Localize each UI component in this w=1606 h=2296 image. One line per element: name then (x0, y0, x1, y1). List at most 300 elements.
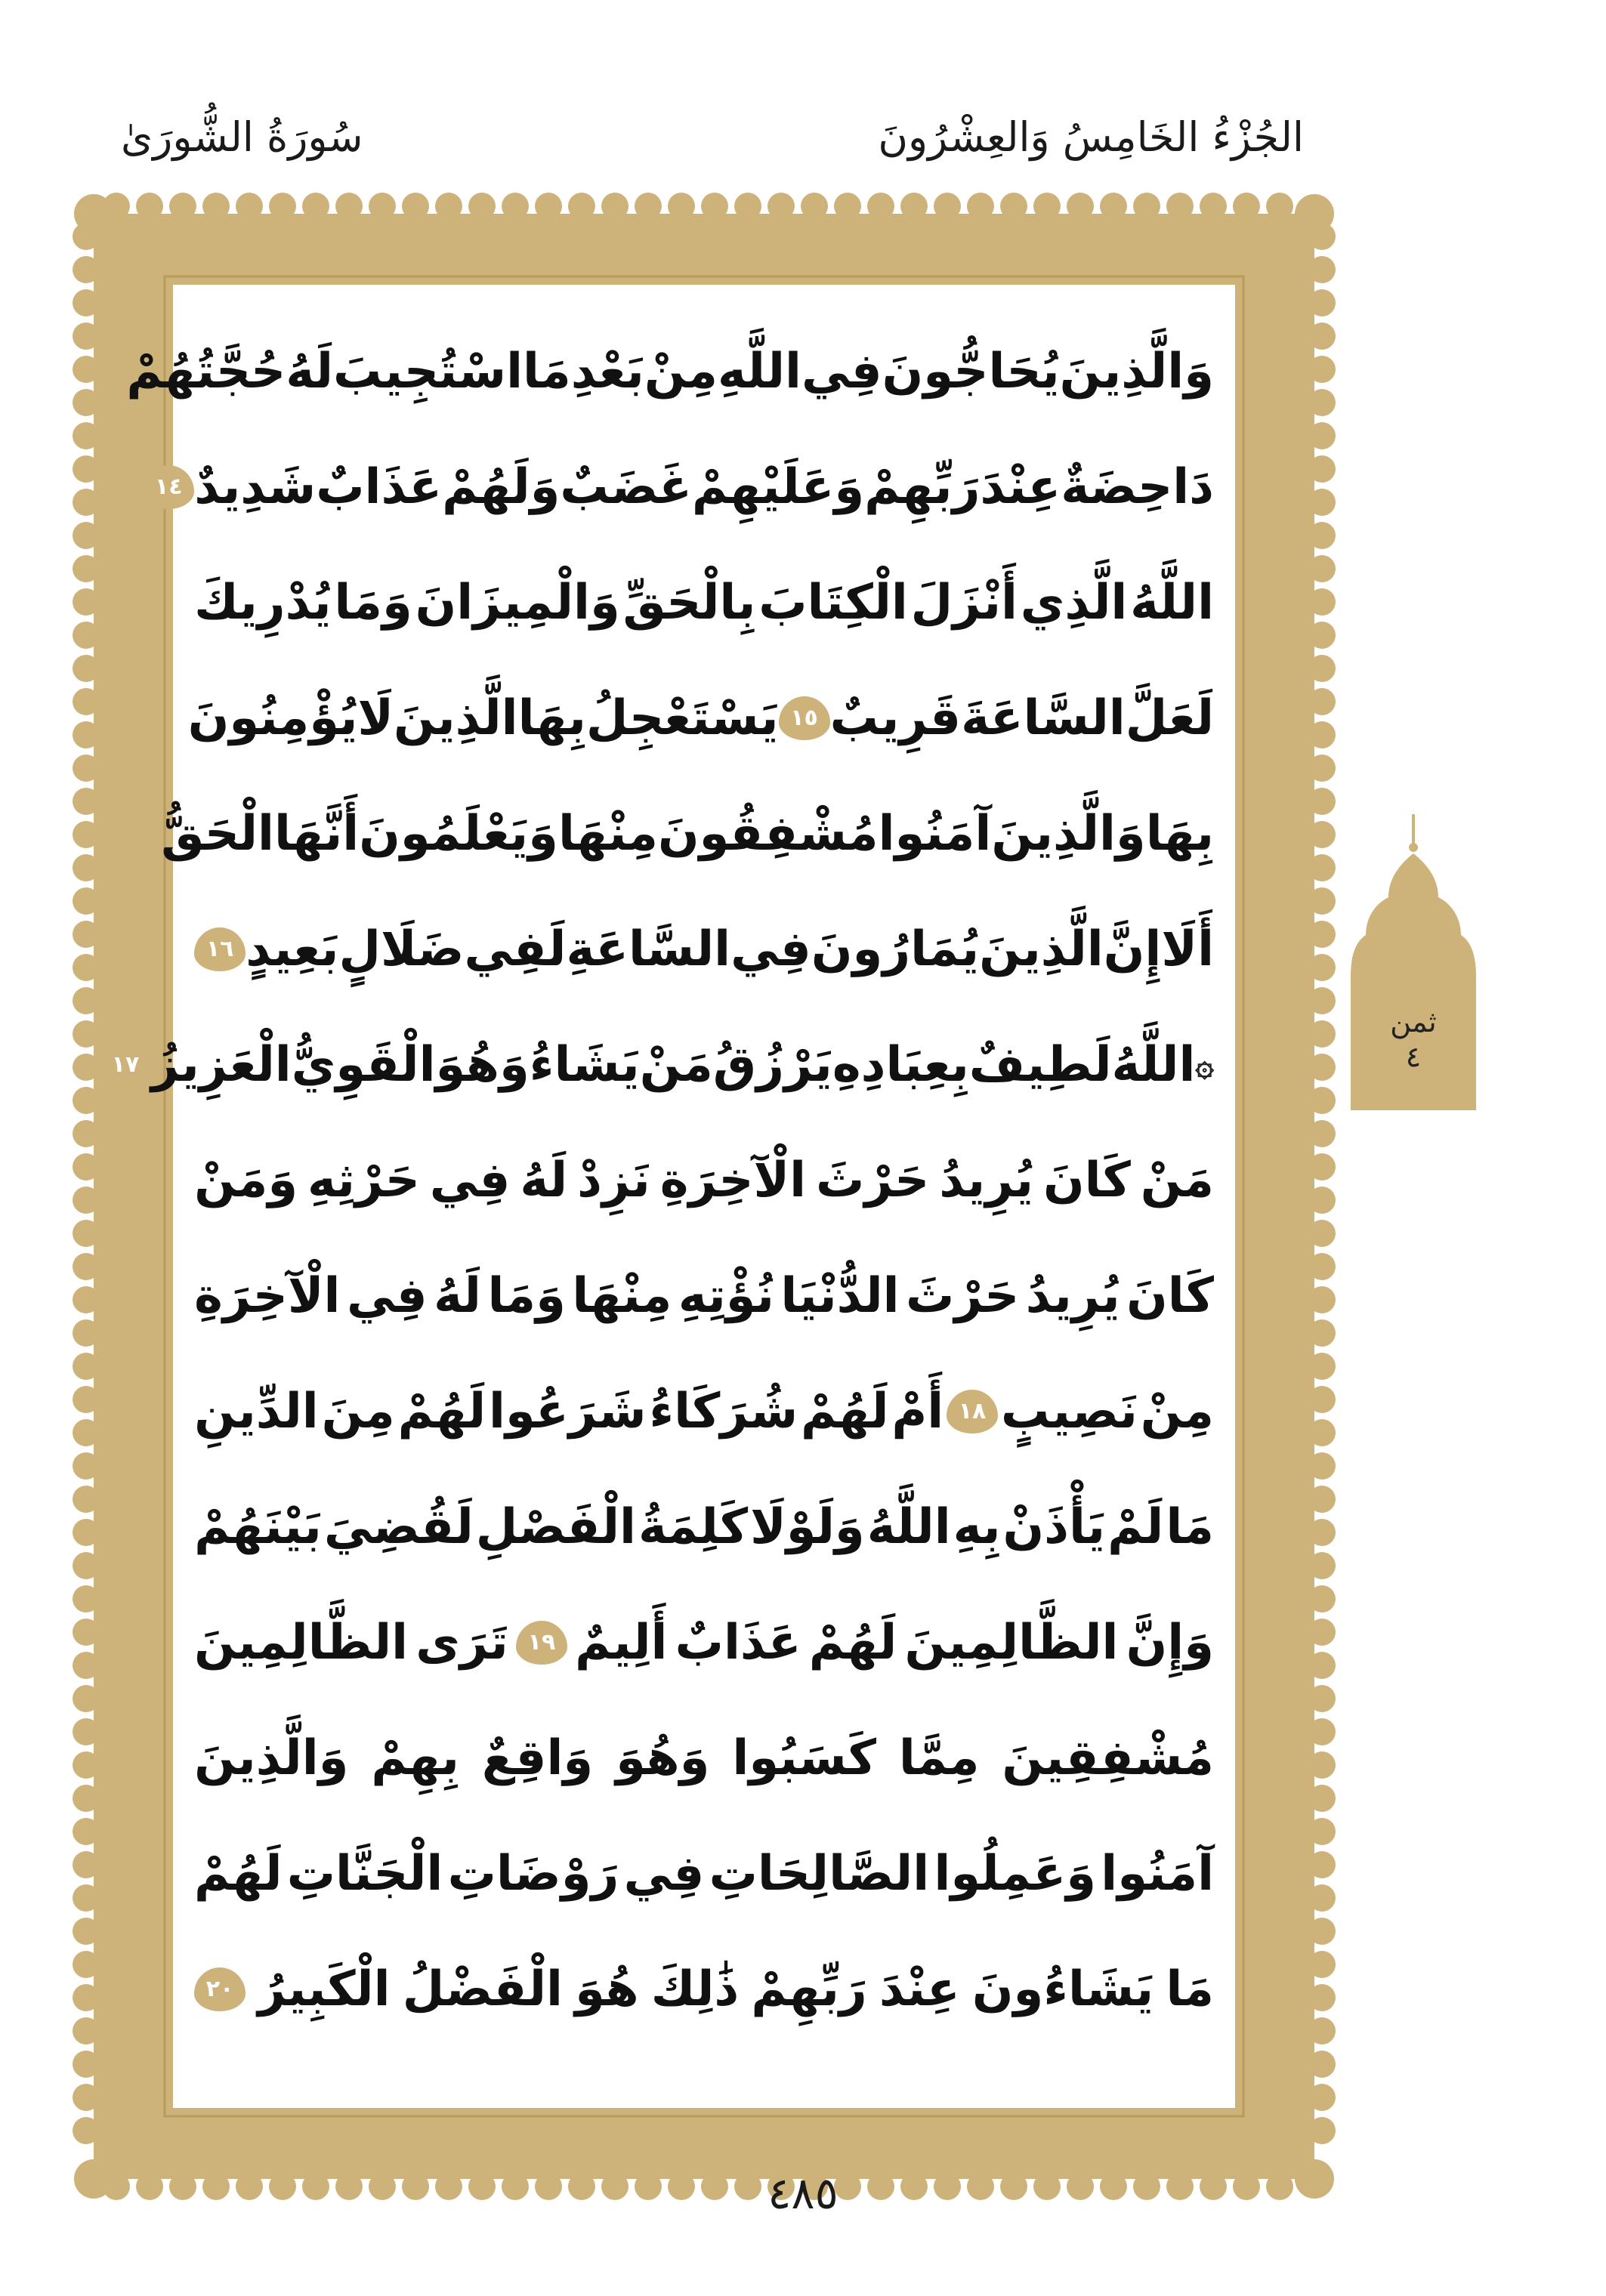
frame-scallop (1308, 1452, 1336, 1480)
verse-word: الْجَنَّاتِ (286, 1845, 443, 1902)
verse-word: مِمَّا (898, 1730, 980, 1786)
verse-word: بِعِبَادِهِ (832, 1036, 969, 1093)
frame-scallop (1308, 489, 1336, 516)
verse-line (194, 1122, 1214, 1238)
verse-word: الدُّنْيَا (780, 1267, 900, 1324)
frame-scallop (73, 555, 100, 582)
frame-scallop (73, 1984, 100, 2011)
frame-scallop (1000, 193, 1027, 220)
verse-word: الدِّينِ (194, 1383, 319, 1440)
verse-word: كَانَ (1042, 1152, 1131, 1208)
verse-line (194, 1353, 1214, 1469)
verse-word: الَّذِينَ (979, 921, 1104, 977)
verse-word: اللَّهُ (1130, 574, 1214, 631)
verse-word: مَا (1166, 1498, 1214, 1555)
frame-scallop (1266, 193, 1293, 220)
frame-scallop (834, 193, 861, 220)
frame-scallop (1308, 821, 1336, 848)
frame-scallop (1308, 1286, 1336, 1313)
frame-scallop (1308, 1918, 1336, 1945)
frame-scallop (1308, 2117, 1336, 2144)
verse-word: الْآخِرَةِ (659, 1152, 807, 1208)
frame-scallop (73, 356, 100, 383)
frame-scallop (1233, 193, 1260, 220)
verse-word: يَرْزُقُ (712, 1036, 832, 1093)
verse-word: وَهُوَ (616, 1730, 710, 1786)
frame-scallop (73, 1951, 100, 1978)
verse-word: ذَٰلِكَ (650, 1961, 740, 2017)
verse-word: الْكَبِيرُ (258, 1961, 391, 2017)
ayah-number-marker: ١٨ (947, 1390, 998, 1433)
verse-word: بِالْحَقِّ (622, 574, 756, 631)
verse-word: وَالَّذِينَ (194, 1730, 349, 1786)
frame-scallop (1308, 1585, 1336, 1612)
verse-word: لَطِيفٌ (968, 1036, 1112, 1093)
verse-word: مُشْفِقُونَ (657, 805, 879, 862)
frame-scallop (1308, 1685, 1336, 1712)
frame-scallop (1308, 622, 1336, 649)
frame-scallop (73, 289, 100, 316)
ayah-number-marker: ١٧ (100, 1043, 151, 1087)
verse-word: وَعَمِلُوا (934, 1845, 1096, 1902)
frame-scallop (1308, 289, 1336, 316)
frame-scallop (801, 193, 828, 220)
verse-word: آمَنُوا (1101, 1845, 1214, 1902)
frame-scallop (73, 588, 100, 616)
frame-scallop (73, 721, 100, 748)
frame-scallop (73, 755, 100, 782)
verse-word: لَهُمْ (808, 1614, 897, 1671)
verse-word: لَمْ (1107, 1498, 1164, 1555)
frame-scallop (73, 788, 100, 815)
frame-scallop (1308, 356, 1336, 383)
frame-scallop (601, 193, 629, 220)
verse-line (161, 776, 1214, 891)
ayah-number-marker: ١٥ (779, 696, 830, 740)
frame-scallop (73, 1652, 100, 1679)
frame-scallop (1308, 954, 1336, 981)
verse-word: عِنْدَ (879, 1961, 960, 2017)
frame-scallop (73, 1020, 100, 1048)
frame-scallop (1308, 2017, 1336, 2044)
verse-word: يُرِيدُ (939, 1152, 1034, 1208)
verse-word: لَهُ (434, 1267, 481, 1324)
verse-word: كَسَبُوا (732, 1730, 876, 1786)
frame-scallop (73, 1452, 100, 1480)
verse-word: وَمَا (334, 574, 412, 631)
verse-word: فِي (346, 1267, 428, 1324)
verse-word: الْحَقُّ (161, 805, 274, 862)
frame-scallop (1308, 422, 1336, 449)
frame-scallop (73, 1253, 100, 1280)
verse-line (154, 429, 1214, 545)
frame-scallop (73, 2084, 100, 2111)
frame-scallop (635, 193, 662, 220)
verse-word: فِي (801, 343, 882, 400)
verse-word: وَالَّذِينَ (1059, 343, 1214, 400)
frame-scallop (1308, 1519, 1336, 1546)
frame-scallop (73, 422, 100, 449)
frame-scallop (1308, 1851, 1336, 1878)
frame-scallop (402, 193, 429, 220)
thumn-label (1351, 1004, 1476, 1074)
verse-word: لَهُمْ (801, 1383, 889, 1440)
verse-word: بِهِ (953, 1498, 1001, 1555)
frame-scallop (535, 193, 562, 220)
verse-word: الظَّالِمِينَ (904, 1614, 1119, 1671)
ayah-number-marker: ١٦ (194, 927, 246, 971)
verse-word: آمَنُوا (878, 805, 992, 862)
verse-word: بَعِيدٍ (246, 921, 339, 977)
verse-word: مِنْهَا (572, 1267, 672, 1324)
frame-scallop (1308, 1120, 1336, 1147)
frame-scallop (934, 193, 961, 220)
frame-scallop (136, 193, 163, 220)
verse-word: وَالَّذِينَ (991, 805, 1146, 862)
verse-word: يُمَارُونَ (811, 921, 980, 977)
frame-scallop (1033, 193, 1061, 220)
frame-scallop (1308, 1319, 1336, 1347)
frame-scallop (73, 1386, 100, 1413)
verse-word: حَرْثِهِ (307, 1152, 420, 1208)
frame-scallop (1308, 2084, 1336, 2111)
verse-line (194, 1700, 1214, 1816)
frame-scallop (302, 193, 329, 220)
frame-scallop (1308, 1652, 1336, 1679)
frame-scallop (73, 1187, 100, 1214)
verse-word: الظَّالِمِينَ (194, 1614, 409, 1671)
frame-scallop (1166, 193, 1194, 220)
verse-word: أَلَا (1161, 921, 1214, 977)
frame-scallop (73, 1319, 100, 1347)
frame-scallop (1308, 322, 1336, 350)
verse-word: شَرَعُوا (489, 1383, 647, 1440)
verse-line (194, 545, 1214, 660)
frame-scallop (73, 1087, 100, 1114)
ayah-number-marker: ١٩ (516, 1621, 567, 1665)
verse-word: وَمَا (487, 1267, 566, 1324)
frame-scallop (73, 1718, 100, 1745)
verse-word: وَهُوَ (435, 1036, 530, 1093)
verse-word: وَاقِعٌ (481, 1730, 594, 1786)
frame-scallop (1308, 1220, 1336, 1247)
frame-scallop (1308, 1785, 1336, 1812)
frame-scallop (73, 1153, 100, 1180)
verse-word: يُدْرِيكَ (194, 574, 332, 631)
verse-word: فِي (730, 921, 811, 977)
verse-word: يُؤْمِنُونَ (187, 690, 358, 746)
verse-word: لَفِي (464, 921, 567, 977)
frame-scallop (73, 1685, 100, 1712)
verse-word: إِنَّ (1103, 921, 1162, 977)
verse-word: الصَّالِحَاتِ (709, 1845, 930, 1902)
frame-scallop (734, 193, 761, 220)
verse-word: أَنْزَلَ (910, 574, 1018, 631)
verse-word: الَّذِي (1020, 574, 1128, 631)
frame-scallop (967, 193, 994, 220)
verse-word: اسْتُجِيبَ (333, 343, 523, 400)
verse-word: عِنْدَ (980, 458, 1061, 515)
verse-word: نُؤْتِهِ (678, 1267, 774, 1324)
frame-scallop (1308, 887, 1336, 915)
mushaf-text-panel (111, 285, 1235, 2108)
verse-word: اللَّهُ (1111, 1036, 1196, 1093)
verse-word: أَلِيمٌ (575, 1614, 668, 1671)
frame-scallop (1133, 193, 1160, 220)
frame-scallop (73, 1818, 100, 1845)
frame-scallop (73, 1884, 100, 1912)
verse-word: قَرِيبٌ (829, 690, 962, 746)
verse-word: مَنْ (1140, 1152, 1214, 1208)
frame-scallop (867, 193, 894, 220)
frame-scallop (73, 1918, 100, 1945)
verse-word: تَرَى (415, 1614, 508, 1671)
verse-word: مَا (523, 343, 571, 400)
verse-word: رَوْضَاتِ (447, 1845, 619, 1902)
frame-scallop (1308, 256, 1336, 283)
frame-scallop (900, 193, 928, 220)
ayah-number-marker: ٢٠ (194, 1967, 246, 2011)
frame-scallop (1308, 1020, 1336, 1048)
thumn-number: ٤ (1405, 1040, 1422, 1073)
verse-line (194, 891, 1214, 1007)
verse-word: الْكِتَابَ (758, 574, 908, 631)
juz-title: الجُزْءُ الخَامِسُ وَالعِشْرُونَ (878, 113, 1304, 161)
verse-line (194, 1816, 1214, 1931)
frame-scallop (1308, 522, 1336, 549)
verse-word: فِي (623, 1845, 705, 1902)
verse-word: لَهُ (286, 343, 334, 400)
ayah-number-marker: ١٤ (143, 465, 194, 509)
frame-scallop (73, 987, 100, 1014)
frame-scallop (1308, 588, 1336, 616)
frame-scallop (1308, 555, 1336, 582)
frame-scallop (1308, 721, 1336, 748)
verse-word: بَعْدِ (570, 343, 644, 400)
verse-word: الْفَضْلُ (402, 1961, 563, 2017)
frame-scallop (1308, 1187, 1336, 1214)
frame-scallop (1308, 921, 1336, 948)
frame-scallop (73, 1519, 100, 1546)
verse-word: الْآخِرَةِ (194, 1267, 341, 1324)
page-number: ٤٨٥ (767, 2168, 839, 2219)
verse-word: وَإِنَّ (1126, 1614, 1214, 1671)
verse-word: حَرْثَ (906, 1267, 1020, 1324)
frame-scallop (1308, 1751, 1336, 1779)
verse-word: الَّذِينَ (394, 690, 518, 746)
verse-word: لَهُمْ (194, 1845, 283, 1902)
verse-word: بَيْنَهُمْ (194, 1498, 322, 1555)
verse-line (187, 660, 1214, 776)
frame-scallop (468, 193, 496, 220)
frame-scallop (1308, 755, 1336, 782)
verse-word: لَهُ (520, 1152, 568, 1208)
verse-word: مِنْ (644, 343, 718, 400)
frame-scallop (1308, 1619, 1336, 1646)
frame-scallop (1308, 1951, 1336, 1978)
frame-scallop (502, 193, 529, 220)
verse-word: كَانَ (1126, 1267, 1214, 1324)
verse-word: رَبِّهِمْ (751, 1961, 867, 2017)
frame-scallop (1308, 1486, 1336, 1513)
verse-word: يَشَاءُ (529, 1036, 640, 1093)
verse-word: يَأْذَنْ (1002, 1498, 1106, 1555)
verse-word: شَدِيدٌ (194, 458, 317, 515)
verse-word: مِنَ (321, 1383, 395, 1440)
verse-word: مَا (1166, 1961, 1214, 2017)
frame-scallop (73, 256, 100, 283)
verse-word: بِهِمْ (371, 1730, 459, 1786)
verse-word: السَّاعَةِ (566, 921, 731, 977)
frame-scallop (73, 1486, 100, 1513)
frame-scallop (701, 193, 728, 220)
frame-scallop (1308, 2051, 1336, 2078)
verse-word: مَنْ (639, 1036, 713, 1093)
frame-scallop (435, 193, 462, 220)
frame-scallop (73, 489, 100, 516)
frame-scallop (73, 522, 100, 549)
verse-word: الْعَزِيزُ (150, 1036, 292, 1093)
verse-word: السَّاعَةَ (961, 690, 1126, 746)
frame-scallop (73, 1785, 100, 1812)
verse-line (126, 313, 1214, 429)
verse-word: أَمْ (891, 1383, 944, 1440)
frame-scallop (73, 2117, 100, 2144)
verse-line (111, 1007, 1214, 1122)
frame-scallop (236, 193, 263, 220)
verse-word: وَيَعْلَمُونَ (359, 805, 558, 862)
frame-scallop (568, 193, 595, 220)
frame-scallop (73, 688, 100, 715)
verse-word: بِهَا (1145, 805, 1214, 862)
verse-word: نَزِدْ (577, 1152, 650, 1208)
verse-line (194, 1585, 1214, 1700)
verse-word: يُحَاجُّونَ (882, 343, 1060, 400)
frame-scallop (73, 1220, 100, 1247)
verse-word: الْقَوِيُّ (291, 1036, 436, 1093)
frame-scallop (1308, 1818, 1336, 1845)
frame-scallop (1308, 1087, 1336, 1114)
frame-scallop (1308, 688, 1336, 715)
frame-scallop (767, 193, 795, 220)
surah-title: سُورَةُ الشُّورَىٰ (121, 113, 363, 161)
frame-scallop (1308, 1386, 1336, 1413)
frame-scallop (73, 1851, 100, 1878)
verse-word: مِنْ (1140, 1383, 1214, 1440)
verse-word: ضَلَالٍ (338, 921, 465, 977)
frame-scallop (1308, 1153, 1336, 1180)
verse-word: وَمَنْ (194, 1152, 298, 1208)
frame-scallop (73, 1353, 100, 1380)
verse-word: رَبِّهِمْ (864, 458, 981, 515)
frame-scallop (1308, 987, 1336, 1014)
frame-scallop (369, 193, 396, 220)
verse-line (194, 1469, 1214, 1585)
verse-word: وَالْمِيزَانَ (415, 574, 620, 631)
verse-word: اللَّهُ (866, 1498, 951, 1555)
verse-word: مِنْهَا (557, 805, 658, 862)
frame-scallop (73, 1054, 100, 1081)
frame-scallop (73, 622, 100, 649)
frame-scallop (73, 1552, 100, 1579)
verse-word: وَعَلَيْهِمْ (691, 458, 865, 515)
frame-scallop (1308, 1054, 1336, 1081)
frame-scallop (202, 193, 230, 220)
frame-scallop (1308, 788, 1336, 815)
frame-scallop (1308, 1984, 1336, 2011)
frame-scallop (335, 193, 363, 220)
frame-scallop (73, 887, 100, 915)
verse-word: بِهَا (517, 690, 586, 746)
frame-scallop (73, 954, 100, 981)
verse-word: لَهُمْ (397, 1383, 486, 1440)
verse-line (194, 1238, 1214, 1353)
verse-word: عَذَابٌ (675, 1614, 801, 1671)
verse-word: عَذَابٌ (316, 458, 443, 515)
verse-word: حَرْثَ (816, 1152, 930, 1208)
frame-scallop (269, 193, 296, 220)
frame-scallop (1308, 455, 1336, 483)
frame-scallop (73, 1419, 100, 1446)
verse-word: شُرَكَاءُ (649, 1383, 798, 1440)
frame-scallop (668, 193, 695, 220)
verse-word: يَسْتَعْجِلُ (585, 690, 779, 746)
frame-scallop (73, 1751, 100, 1779)
verse-word: وَلَوْلَا (750, 1498, 865, 1555)
frame-scallop (1308, 1253, 1336, 1280)
frame-scallop (1308, 655, 1336, 682)
verse-word: يُرِيدُ (1025, 1267, 1120, 1324)
verse-word: يَشَاءُونَ (971, 1961, 1154, 2017)
frame-scallop (1308, 1353, 1336, 1380)
frame-scallop (1067, 193, 1094, 220)
verse-line (194, 1931, 1214, 2047)
frame-scallop (1308, 1884, 1336, 1912)
frame-scallop (1200, 193, 1227, 220)
frame-scallop (73, 1585, 100, 1612)
verse-word: غَضَبٌ (560, 458, 692, 515)
verse-word: فِي (429, 1152, 511, 1208)
verse-word: نَصِيبٍ (1000, 1383, 1138, 1440)
verse-word: لَقُضِيَ (323, 1498, 474, 1555)
frame-scallop (1308, 854, 1336, 881)
verse-word: دَاحِضَةٌ (1061, 458, 1214, 515)
frame-scallop (73, 389, 100, 416)
verse-word: هُوَ (575, 1961, 639, 2017)
frame-scallop (1308, 1419, 1336, 1446)
frame-scallop (73, 322, 100, 350)
frame-scallop (73, 1286, 100, 1313)
frame-scallop (1100, 193, 1127, 220)
verse-word: أَنَّهَا (273, 805, 360, 862)
frame-scallop (73, 921, 100, 948)
verse-word: حُجَّتُهُمْ (126, 343, 286, 400)
verse-word: وَلَهُمْ (442, 458, 561, 515)
verse-word: اللَّهِ (718, 343, 801, 400)
frame-scallop (73, 455, 100, 483)
thumn-word: ثمن (1390, 1005, 1437, 1038)
frame-scallop (73, 1619, 100, 1646)
frame-scallop (73, 2051, 100, 2078)
frame-scallop (73, 854, 100, 881)
frame-scallop (169, 193, 196, 220)
verse-word: لَعَلَّ (1125, 690, 1214, 746)
verse-word: مُشْفِقِينَ (1002, 1730, 1214, 1786)
frame-scallop (73, 1120, 100, 1147)
frame-scallop (1308, 1718, 1336, 1745)
frame-scallop (73, 2017, 100, 2044)
frame-scallop (1308, 389, 1336, 416)
